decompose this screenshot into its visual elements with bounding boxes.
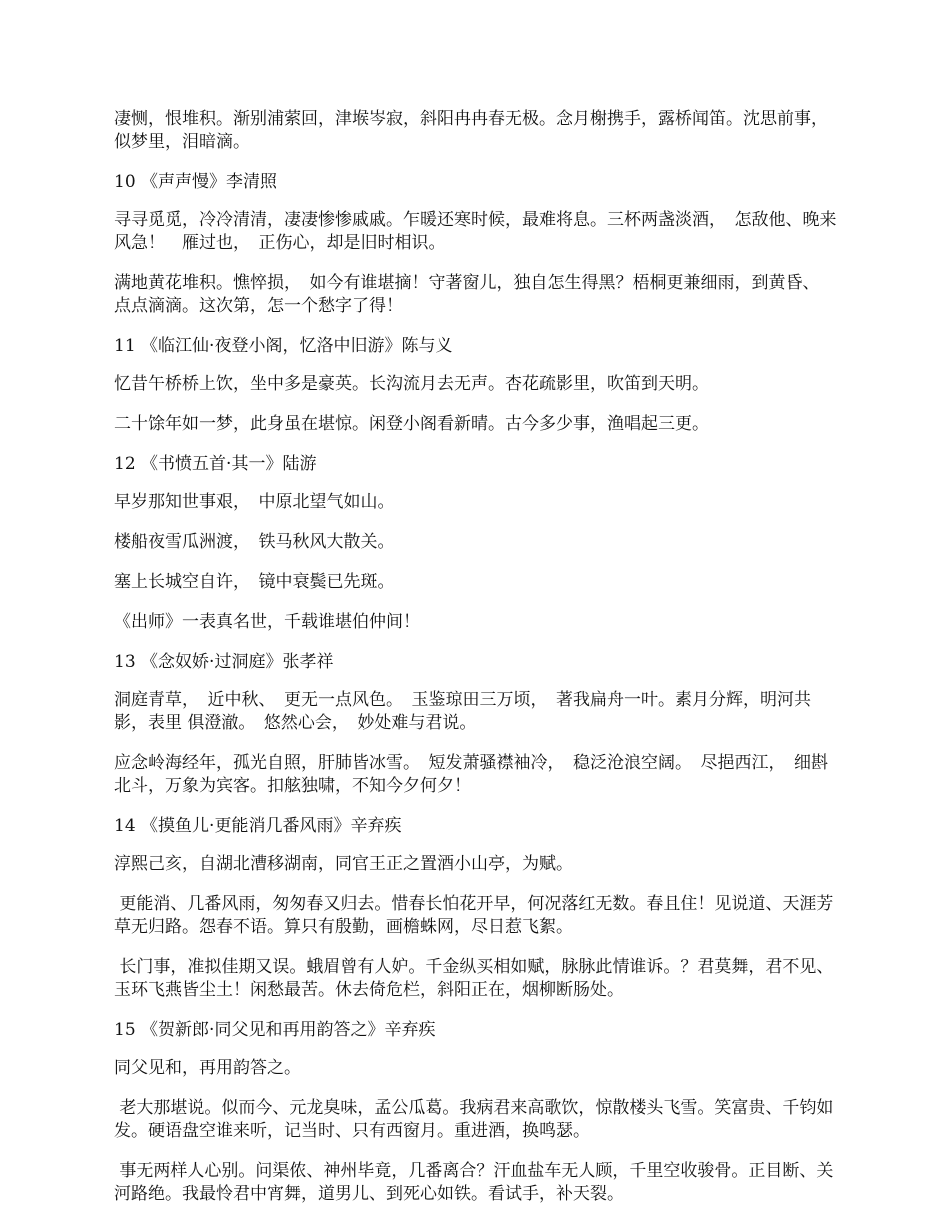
poem-heading: 11 《临江仙·夜登小阁，忆洛中旧游》陈与义 bbox=[114, 336, 453, 356]
poem-text: 忆昔午桥桥上饮，坐中多是豪英。长沟流月去无声。杏花疏影里，吹笛到天明。 bbox=[114, 374, 709, 394]
poem-heading: 15 《贺新郎·同父见和再用韵答之》辛弃疾 bbox=[114, 1020, 436, 1040]
poem-preface: 淳熙己亥，自湖北漕移湖南，同官王正之置酒小山亭，为赋。 bbox=[114, 854, 573, 874]
poem-text: 早岁那知世事艰， 中原北望气如山。 bbox=[114, 492, 395, 512]
poem-text: 凄恻，恨堆积。渐别浦萦回，津堠岑寂，斜阳冉冉春无极。念月榭携手，露桥闻笛。沈思前事，似梦里，泪暗滴。 bbox=[114, 109, 828, 152]
poem-heading: 14 《摸鱼儿·更能消几番风雨》辛弃疾 bbox=[114, 816, 402, 836]
poem-text: 应念岭海经年，孤光自照，肝肺皆冰雪。 短发萧骚襟袖冷， 稳泛沧浪空阔。 尽挹西江， 细斟北斗，万象为宾客。扣舷独啸，不知今夕何夕！ bbox=[114, 753, 828, 796]
poem-text: 长门事，准拟佳期又误。蛾眉曾有人妒。千金纵买相如赋，脉脉此情谁诉。？君莫舞，君不见、玉环飞燕皆尘土！闲愁最苦。休去倚危栏，斜阳正在，烟柳断肠处。 bbox=[114, 957, 834, 1000]
poem-text: 洞庭青草， 近中秋、 更无一点风色。 玉鉴琼田三万顷， 著我扁舟一叶。素月分辉，明河共影，表里 俱澄澈。 悠然心会， 妙处难与君说。 bbox=[114, 690, 811, 733]
poem-text: 《出师》一表真名世，千载谁堪伯仲间！ bbox=[114, 612, 420, 632]
poem-text: 老大那堪说。似而今、元龙臭味，孟公瓜葛。我病君来高歌饮，惊散楼头飞雪。笑富贵、千钧如发。硬语盘空谁来听，记当时、只有西窗月。重进酒，换鸣瑟。 bbox=[114, 1098, 834, 1141]
poem-text: 楼船夜雪瓜洲渡， 铁马秋风大散关。 bbox=[114, 532, 395, 552]
poem-heading: 10 《声声慢》李清照 bbox=[114, 172, 278, 192]
poem-text: 寻寻觅觅，冷冷清清，凄凄惨惨戚戚。乍暖还寒时候，最难将息。三杯两盏淡酒， 怎敌他、晚来风急！ 雁过也， 正伤心，却是旧时相识。 bbox=[114, 210, 837, 253]
poem-text: 事无两样人心别。问渠侬、神州毕竟，几番离合？汗血盐车无人顾，千里空收骏骨。正目断、关河路绝。我最怜君中宵舞，道男儿、到死心如铁。看试手，补天裂。 bbox=[114, 1161, 834, 1204]
poem-preface: 同父见和，再用韵答之。 bbox=[114, 1058, 301, 1078]
poem-text: 更能消、几番风雨，匆匆春又归去。惜春长怕花开早，何况落红无数。春且住！见说道、天涯芳草无归路。怨春不语。算只有殷勤，画檐蛛网，尽日惹飞絮。 bbox=[114, 894, 834, 937]
poem-text: 二十馀年如一梦，此身虽在堪惊。闲登小阁看新晴。古今多少事，渔唱起三更。 bbox=[114, 414, 709, 434]
poem-heading: 13 《念奴娇·过洞庭》张孝祥 bbox=[114, 652, 334, 672]
poem-text: 满地黄花堆积。憔悴损， 如今有谁堪摘！守著窗儿，独自怎生得黑？梧桐更兼细雨，到黄昏、 点点滴滴。这次第，怎一个愁字了得！ bbox=[114, 273, 828, 316]
poem-heading: 12 《书愤五首·其一》陆游 bbox=[114, 454, 317, 474]
poem-text: 塞上长城空自许， 镜中衰鬓已先斑。 bbox=[114, 572, 395, 592]
